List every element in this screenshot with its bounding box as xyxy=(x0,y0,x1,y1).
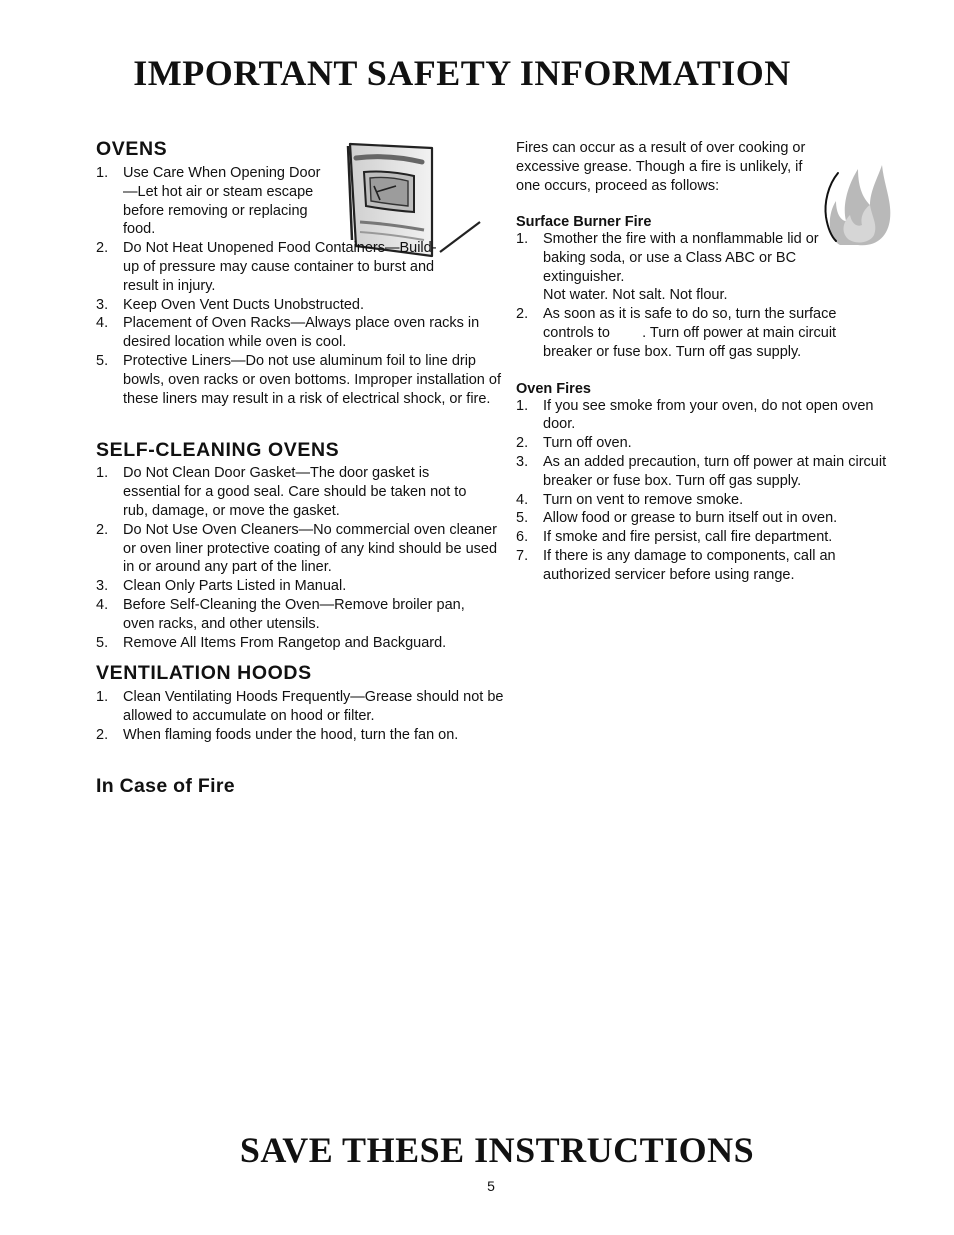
page-title: IMPORTANT SAFETY INFORMATION xyxy=(133,53,791,93)
oven-fires-list xyxy=(516,397,887,585)
list-item: 1. Use Care When Opening Door—Let hot air or steam escape before removing or replacing food. xyxy=(96,165,321,238)
list-item: 4. Before Self-Cleaning the Oven—Remove broiler pan, oven racks, and other utensils. xyxy=(96,596,465,632)
right-column xyxy=(516,139,887,585)
footer-title: SAVE THESE INSTRUCTIONS xyxy=(239,1130,755,1170)
list-item: 3. Keep Oven Vent Ducts Unobstructed. xyxy=(96,296,364,313)
ventilation-heading: VENTILATION HOODS xyxy=(96,662,312,685)
fire-intro: Fires can occur as a result of over cooking or excessive grease. Though a fire is unlikely, if one occurs, proceed as follows: xyxy=(516,140,806,194)
ovens-heading: OVENS xyxy=(96,138,168,160)
list-item: 1. Smother the fire with a nonflammable lid or baking soda, or use a Class ABC or BC extinguisher. Not water. Not salt. Not flour. xyxy=(516,231,819,304)
page-number: 5 xyxy=(487,1178,495,1194)
list-item: 2. Do Not Heat Unopened Food Containers—Build-up of pressure may cause container to burst and result in injury. xyxy=(96,240,437,294)
ventilation-list xyxy=(96,688,504,744)
list-item: 1. Clean Ventilating Hoods Frequently—Grease should not be allowed to accumulate on hood or filter. xyxy=(96,689,504,725)
list-item: 4. Placement of Oven Racks—Always place oven racks in desired location while oven is cool. xyxy=(96,315,480,351)
list-item: 1. If you see smoke from your oven, do not open oven door. xyxy=(516,397,874,433)
list-item: 2. Turn off oven. xyxy=(516,435,632,452)
fire-heading: In Case of Fire xyxy=(96,774,235,797)
list-item: 7. If there is any damage to components, call an authorized servicer before using range. xyxy=(516,547,836,583)
ovens-list xyxy=(96,164,501,408)
left-column xyxy=(96,138,504,798)
list-item: 1. Do Not Clean Door Gasket—The door gasket is essential for a good seal. Care should be taken not to rub, damage, or move the gasket. xyxy=(96,465,467,519)
list-item: 2. Do Not Use Oven Cleaners—No commercial oven cleaner or oven liner protective coating of any kind should be used in or around any part of the liner. xyxy=(96,521,498,576)
list-item: 5. Remove All Items From Rangetop and Backguard. xyxy=(96,634,447,651)
list-item: 5. Protective Liners—Do not use aluminum foil to line drip bowls, oven racks or oven bottoms. Improper installation of these liners may result in a risk of electrical shock, or fire. xyxy=(96,352,501,407)
list-item: 2. As soon as it is safe to do so, turn the surface controls to . Turn off power at main circuit breaker or fuse box. Turn off gas supply. xyxy=(516,306,841,360)
list-item: 3. Clean Only Parts Listed in Manual. xyxy=(96,578,347,595)
surface-burner-heading: Surface Burner Fire xyxy=(516,214,652,230)
self-cleaning-heading: SELF-CLEANING OVENS xyxy=(96,439,340,462)
list-item: 6. If smoke and fire persist, call fire department. xyxy=(516,529,833,546)
list-item: 2. When flaming foods under the hood, turn the fan on. xyxy=(96,726,459,743)
self-cleaning-list xyxy=(96,464,496,652)
list-item: 3. As an added precaution, turn off power at main circuit breaker or fuse box. Turn off gas supply. xyxy=(516,453,887,489)
oven-fires-heading: Oven Fires xyxy=(516,380,591,397)
list-item: 4. Turn on vent to remove smoke. xyxy=(516,491,744,508)
list-item: 5. Allow food or grease to burn itself out in oven. xyxy=(516,510,838,527)
surface-burner-list xyxy=(516,230,876,362)
